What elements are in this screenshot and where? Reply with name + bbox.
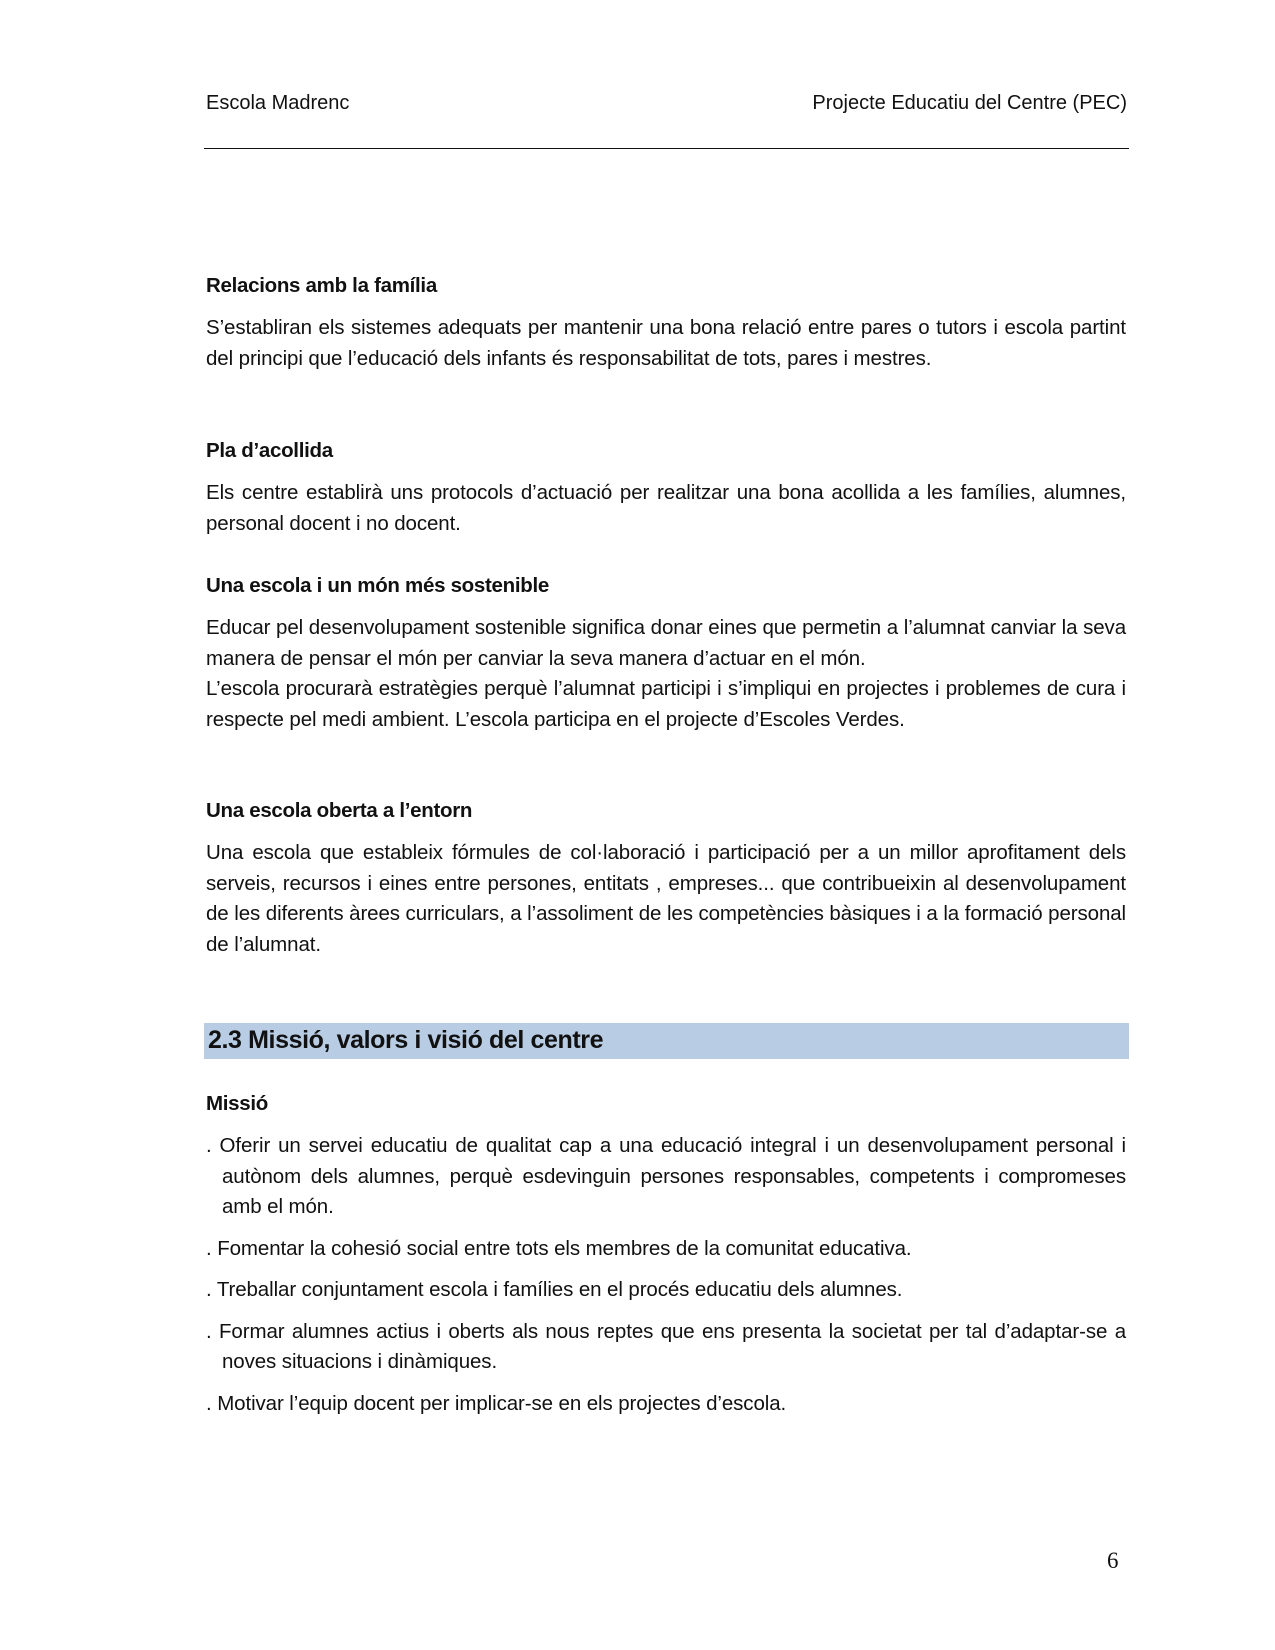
section-paragraph: S’establiran els sistemes adequats per mantenir una bona relació entre pares o tutors i escola partint del principi que l’educació dels infants és responsabilitat de tots, pares i mestres. [206,316,1126,370]
section-heading: Relacions amb la família [206,274,437,297]
chapter-heading-bar [204,1023,1129,1059]
section-heading: Una escola oberta a l’entorn [206,799,473,822]
chapter-title: 2.3 Missió, valors i visió del centre [208,1026,604,1054]
section-paragraph: Educar pel desenvolupament sostenible significa donar eines que permetin a l’alumnat canviar la seva manera de pensar el món per canviar la seva manera d’actuar en el món. [206,616,1126,670]
mission-item: . Fomentar la cohesió social entre tots els membres de la comunitat educativa. [206,1236,912,1260]
section-sustainable-school [206,572,1126,735]
header-divider [204,148,1129,149]
page-number: 6 [1107,1548,1119,1573]
section-heading: Una escola i un món més sostenible [206,574,549,597]
section-paragraph: Una escola que estableix fórmules de col·laboració i participació per a un millor aprofitament dels serveis, recursos i eines entre persones, entitats , empreses... que contribueixin al desenvolupament de les diferents àrees curriculars, a l’assoliment de les competències bàsiques i a la formació personal de l’alumnat. [206,841,1126,956]
section-welcome-plan [206,437,1126,539]
mission-item: . Formar alumnes actius i oberts als nous reptes que ens presenta la societat per tal d’adaptar-se a noves situacions i dinàmiques. [206,1319,1126,1373]
section-paragraph: Els centre establirà uns protocols d’actuació per realitzar una bona acollida a les famílies, alumnes, personal docent i no docent. [206,481,1126,535]
section-mission [206,1090,1126,1419]
mission-item: . Oferir un servei educatiu de qualitat cap a una educació integral i un desenvolupament personal i autònom dels alumnes, perquè esdevinguin persones responsables, competents i compromeses amb el món. [206,1134,1126,1218]
section-paragraph: L’escola procurarà estratègies perquè l’alumnat participi i s’impliqui en projectes i problemes de cura i respecte pel medi ambient. L’escola participa en el projecte d’Escoles Verdes. [206,677,1126,731]
mission-item: . Motivar l’equip docent per implicar-se en els projectes d’escola. [206,1391,787,1415]
section-heading: Pla d’acollida [206,439,333,462]
mission-item: . Treballar conjuntament escola i famílies en el procés educatiu dels alumnes. [206,1278,903,1301]
section-open-school [206,797,1126,960]
header-document-title: Projecte Educatiu del Centre (PEC) [812,92,1127,114]
mission-heading: Missió [206,1092,268,1115]
header-school-name: Escola Madrenc [206,92,350,114]
section-family-relations [206,272,1126,374]
